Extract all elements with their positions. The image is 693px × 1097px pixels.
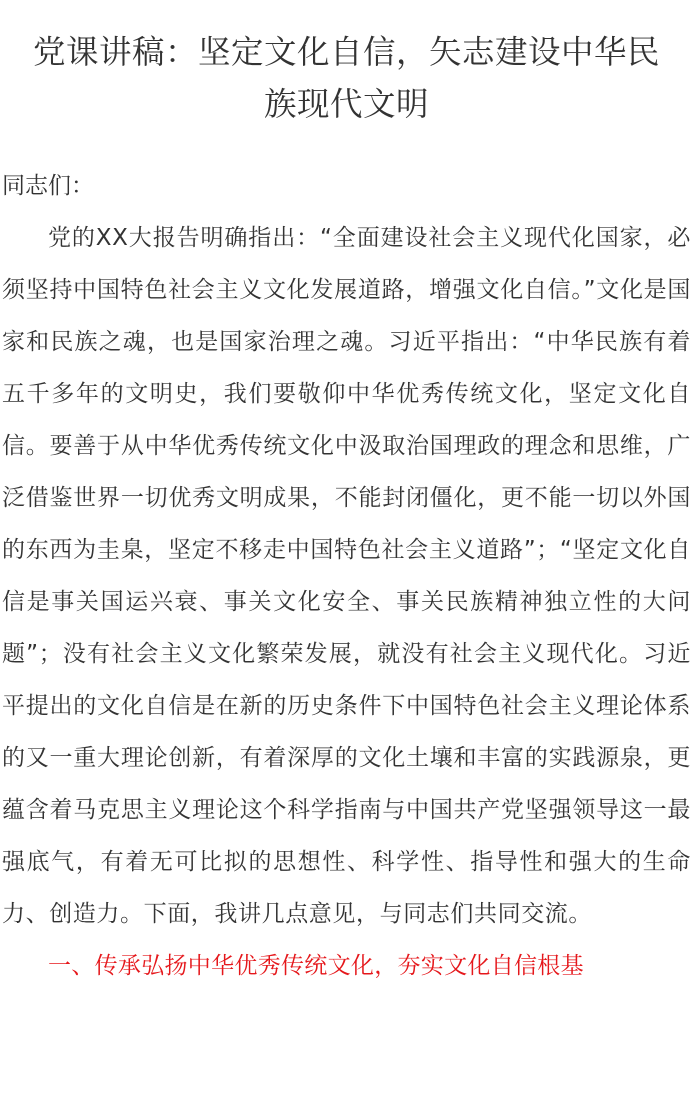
title-line-2: 族现代文明 <box>263 85 429 123</box>
section-heading: 一、传承弘扬中华优秀传统文化，夯实文化自信根基 <box>48 953 584 979</box>
body-paragraph: 党的XX大报告明确指出：“全面建设社会主义现代化国家，必须坚持中国特色社会主义文化发展道路，增强文化自信。”文化是国家和民族之魂，也是国家治理之魂。习近平指出：“中华民族有着五千多年的文明史，我们要敬仰中华优秀传统文化，坚定文化自信。要善于从中华优秀传统文化中汲取治国理政的理念和思维，广泛借鉴世界一切优秀文明成果，不能封闭僵化，更不能一切以外国的东西为圭臬，坚定不移走中国特色社会主义道路”；“坚定文化自信是事关国运兴衰、事关文化安全、事关民族精神独立性的大问题”；没有社会主义文化繁荣发展，就没有社会主义现代化。习近平提出的文化自信是在新的历史条件下中国特色社会主义理论体系的又一重大理论创新，有着深厚的文化土壤和丰富的实践源泉，更蕴含着马克思主义理论这个科学指南与中国共产党坚强领导这一最强底气，有着无可比拟的思想性、科学性、指导性和强大的生命力、创造力。下面，我讲几点意见，与同志们共同交流。 <box>2 225 691 927</box>
title-line-1: 党课讲稿：坚定文化自信，矢志建设中华民 <box>32 33 660 71</box>
salutation: 同志们： <box>2 173 94 199</box>
document-title <box>2 26 691 130</box>
